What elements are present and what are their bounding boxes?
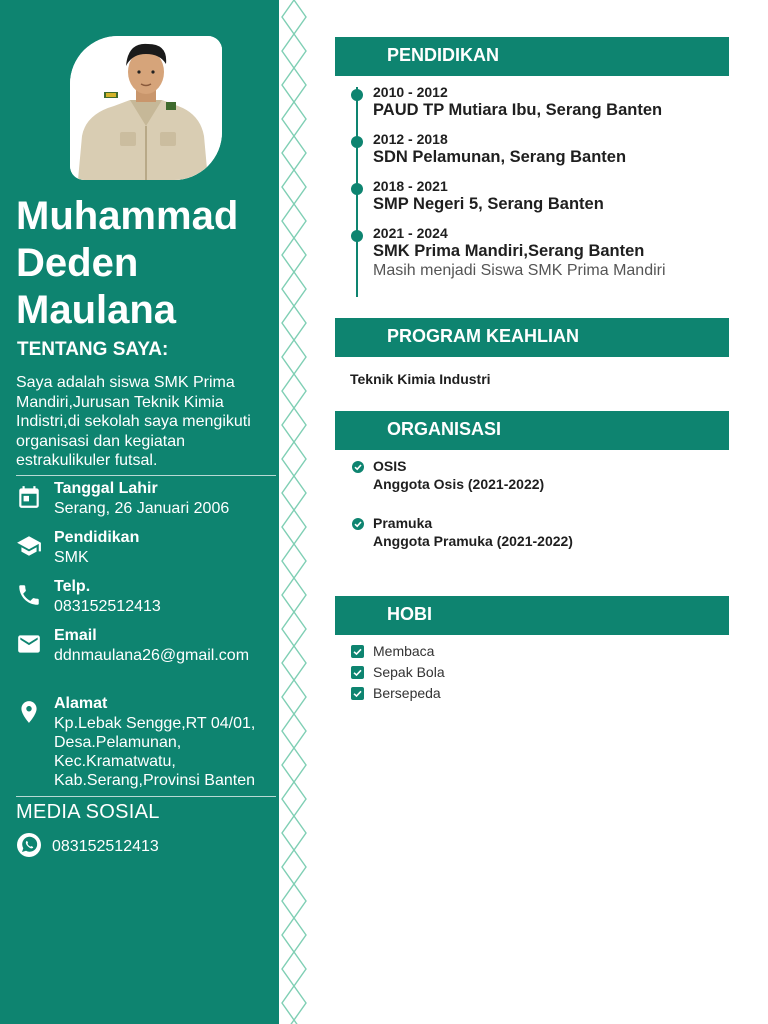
whatsapp-icon: [16, 832, 42, 858]
skills-header: PROGRAM KEAHLIAN: [335, 318, 729, 357]
name-line-1: Muhammad: [16, 194, 239, 238]
education-school: PAUD TP Mutiara Ibu, Serang Banten: [373, 101, 663, 119]
diamond-shape: [282, 238, 306, 272]
info-education: [16, 529, 278, 571]
hobby-label: Membaca: [373, 643, 435, 659]
diamond-shape: [282, 170, 306, 204]
diamond-shape: [282, 782, 306, 816]
organization-role: Anggota Pramuka (2021-2022): [373, 533, 573, 549]
decorative-diamond-border: [279, 0, 309, 1024]
calendar-icon: [16, 484, 42, 510]
diamond-shape: [282, 306, 306, 340]
media-sosial-title: MEDIA SOSIAL: [16, 801, 160, 823]
birthdate-value: Serang, 26 Januari 2006: [54, 500, 230, 517]
profile-photo-image: [70, 36, 222, 180]
about-text: Saya adalah siswa SMK Prima Mandiri,Jurusan Teknik Kimia Indistri,di sekolah saya mengikuti organisasi dan kegiatan estrakulikuler futsal.: [16, 374, 251, 469]
diamond-shape: [282, 646, 306, 680]
education-item: [351, 178, 731, 218]
diamond-shape: [282, 34, 306, 68]
diamond-shape: [282, 578, 306, 612]
divider: [16, 475, 276, 476]
education-value: SMK: [54, 549, 89, 566]
info-birthdate: [16, 480, 278, 522]
hobby-item: [351, 643, 551, 661]
education-item: [351, 131, 731, 171]
education-item: [351, 225, 731, 285]
diamond-shape: [282, 374, 306, 408]
check-circle-icon: [351, 460, 365, 474]
diamond-shape: [282, 476, 306, 510]
education-school: SMP Negeri 5, Serang Banten: [373, 195, 604, 213]
location-pin-icon: [16, 699, 42, 725]
timeline-dot: [351, 230, 363, 242]
hobby-header: HOBI: [335, 596, 729, 635]
organization-name: Pramuka: [373, 515, 433, 531]
education-note: Masih menjadi Siswa SMK Prima Mandiri: [373, 262, 666, 279]
name-line-3: Maulana: [16, 288, 177, 332]
checkbox-checked-icon: [351, 645, 364, 658]
sidebar: [0, 0, 279, 1024]
diamond-shape: [282, 340, 306, 374]
hobby-label: Bersepeda: [373, 685, 441, 701]
phone-label: Telp.: [54, 578, 91, 595]
diamond-shape: [282, 1020, 306, 1024]
education-header: PENDIDIKAN: [335, 37, 729, 76]
organization-header: ORGANISASI: [335, 411, 729, 450]
organization-name: OSIS: [373, 458, 407, 474]
diamond-shape: [282, 986, 306, 1020]
timeline-dot: [351, 89, 363, 101]
about-title: TENTANG SAYA:: [17, 339, 169, 360]
education-school: SMK Prima Mandiri,Serang Banten: [373, 242, 645, 260]
info-email: [16, 627, 278, 689]
whatsapp-contact[interactable]: [16, 832, 276, 860]
whatsapp-number: 083152512413: [52, 838, 159, 855]
diamond-shape: [282, 102, 306, 136]
profile-photo: [70, 36, 222, 180]
diamond-shape: [282, 714, 306, 748]
checkbox-checked-icon: [351, 666, 364, 679]
diamond-shape: [282, 204, 306, 238]
organization-item: [351, 458, 731, 496]
divider: [16, 796, 276, 797]
address-label: Alamat: [54, 695, 108, 712]
organization-role: Anggota Osis (2021-2022): [373, 476, 545, 492]
diamond-shape: [282, 442, 306, 476]
education-label: Pendidikan: [54, 529, 140, 546]
diamond-shape: [282, 850, 306, 884]
hobby-item: [351, 664, 551, 682]
phone-icon: [16, 582, 42, 608]
address-value: Kp.Lebak Sengge,RT 04/01, Desa.Pelamunan, Kec.Kramatwatu, Kab.Serang,Provinsi Banten: [54, 715, 256, 789]
hobby-item: [351, 685, 551, 703]
email-icon: [16, 631, 42, 657]
hobby-label: Sepak Bola: [373, 664, 445, 680]
education-years: 2010 - 2012: [373, 84, 448, 100]
diamond-shape: [282, 680, 306, 714]
education-years: 2012 - 2018: [373, 131, 448, 147]
diamond-shape: [282, 510, 306, 544]
email-label: Email: [54, 627, 97, 644]
education-item: [351, 84, 731, 124]
phone-value: 083152512413: [54, 598, 161, 615]
diamond-shape: [282, 816, 306, 850]
diamond-shape: [282, 748, 306, 782]
organization-item: [351, 515, 731, 553]
diamond-shape: [282, 136, 306, 170]
education-school: SDN Pelamunan, Serang Banten: [373, 148, 627, 166]
info-phone: [16, 578, 278, 620]
email-value[interactable]: ddnmaulana26@gmail.com: [54, 647, 250, 664]
diamond-shape: [282, 952, 306, 986]
diamond-shape: [282, 68, 306, 102]
diamond-shape: [282, 884, 306, 918]
diamond-shape: [282, 0, 306, 34]
full-name: [16, 193, 276, 334]
check-circle-icon: [351, 517, 365, 531]
timeline-dot: [351, 136, 363, 148]
diamond-shape: [282, 918, 306, 952]
name-line-2: Deden: [16, 241, 139, 285]
education-years: 2018 - 2021: [373, 178, 448, 194]
diamond-shape: [282, 544, 306, 578]
diamond-shape: [282, 612, 306, 646]
checkbox-checked-icon: [351, 687, 364, 700]
info-address: [16, 695, 278, 793]
graduation-cap-icon: [16, 533, 42, 559]
diamond-shape: [282, 272, 306, 306]
education-years: 2021 - 2024: [373, 225, 448, 241]
skills-value: Teknik Kimia Industri: [350, 371, 491, 387]
birthdate-label: Tanggal Lahir: [54, 480, 158, 497]
diamond-shape: [282, 408, 306, 442]
timeline-dot: [351, 183, 363, 195]
diamond-pattern: [279, 0, 309, 1024]
